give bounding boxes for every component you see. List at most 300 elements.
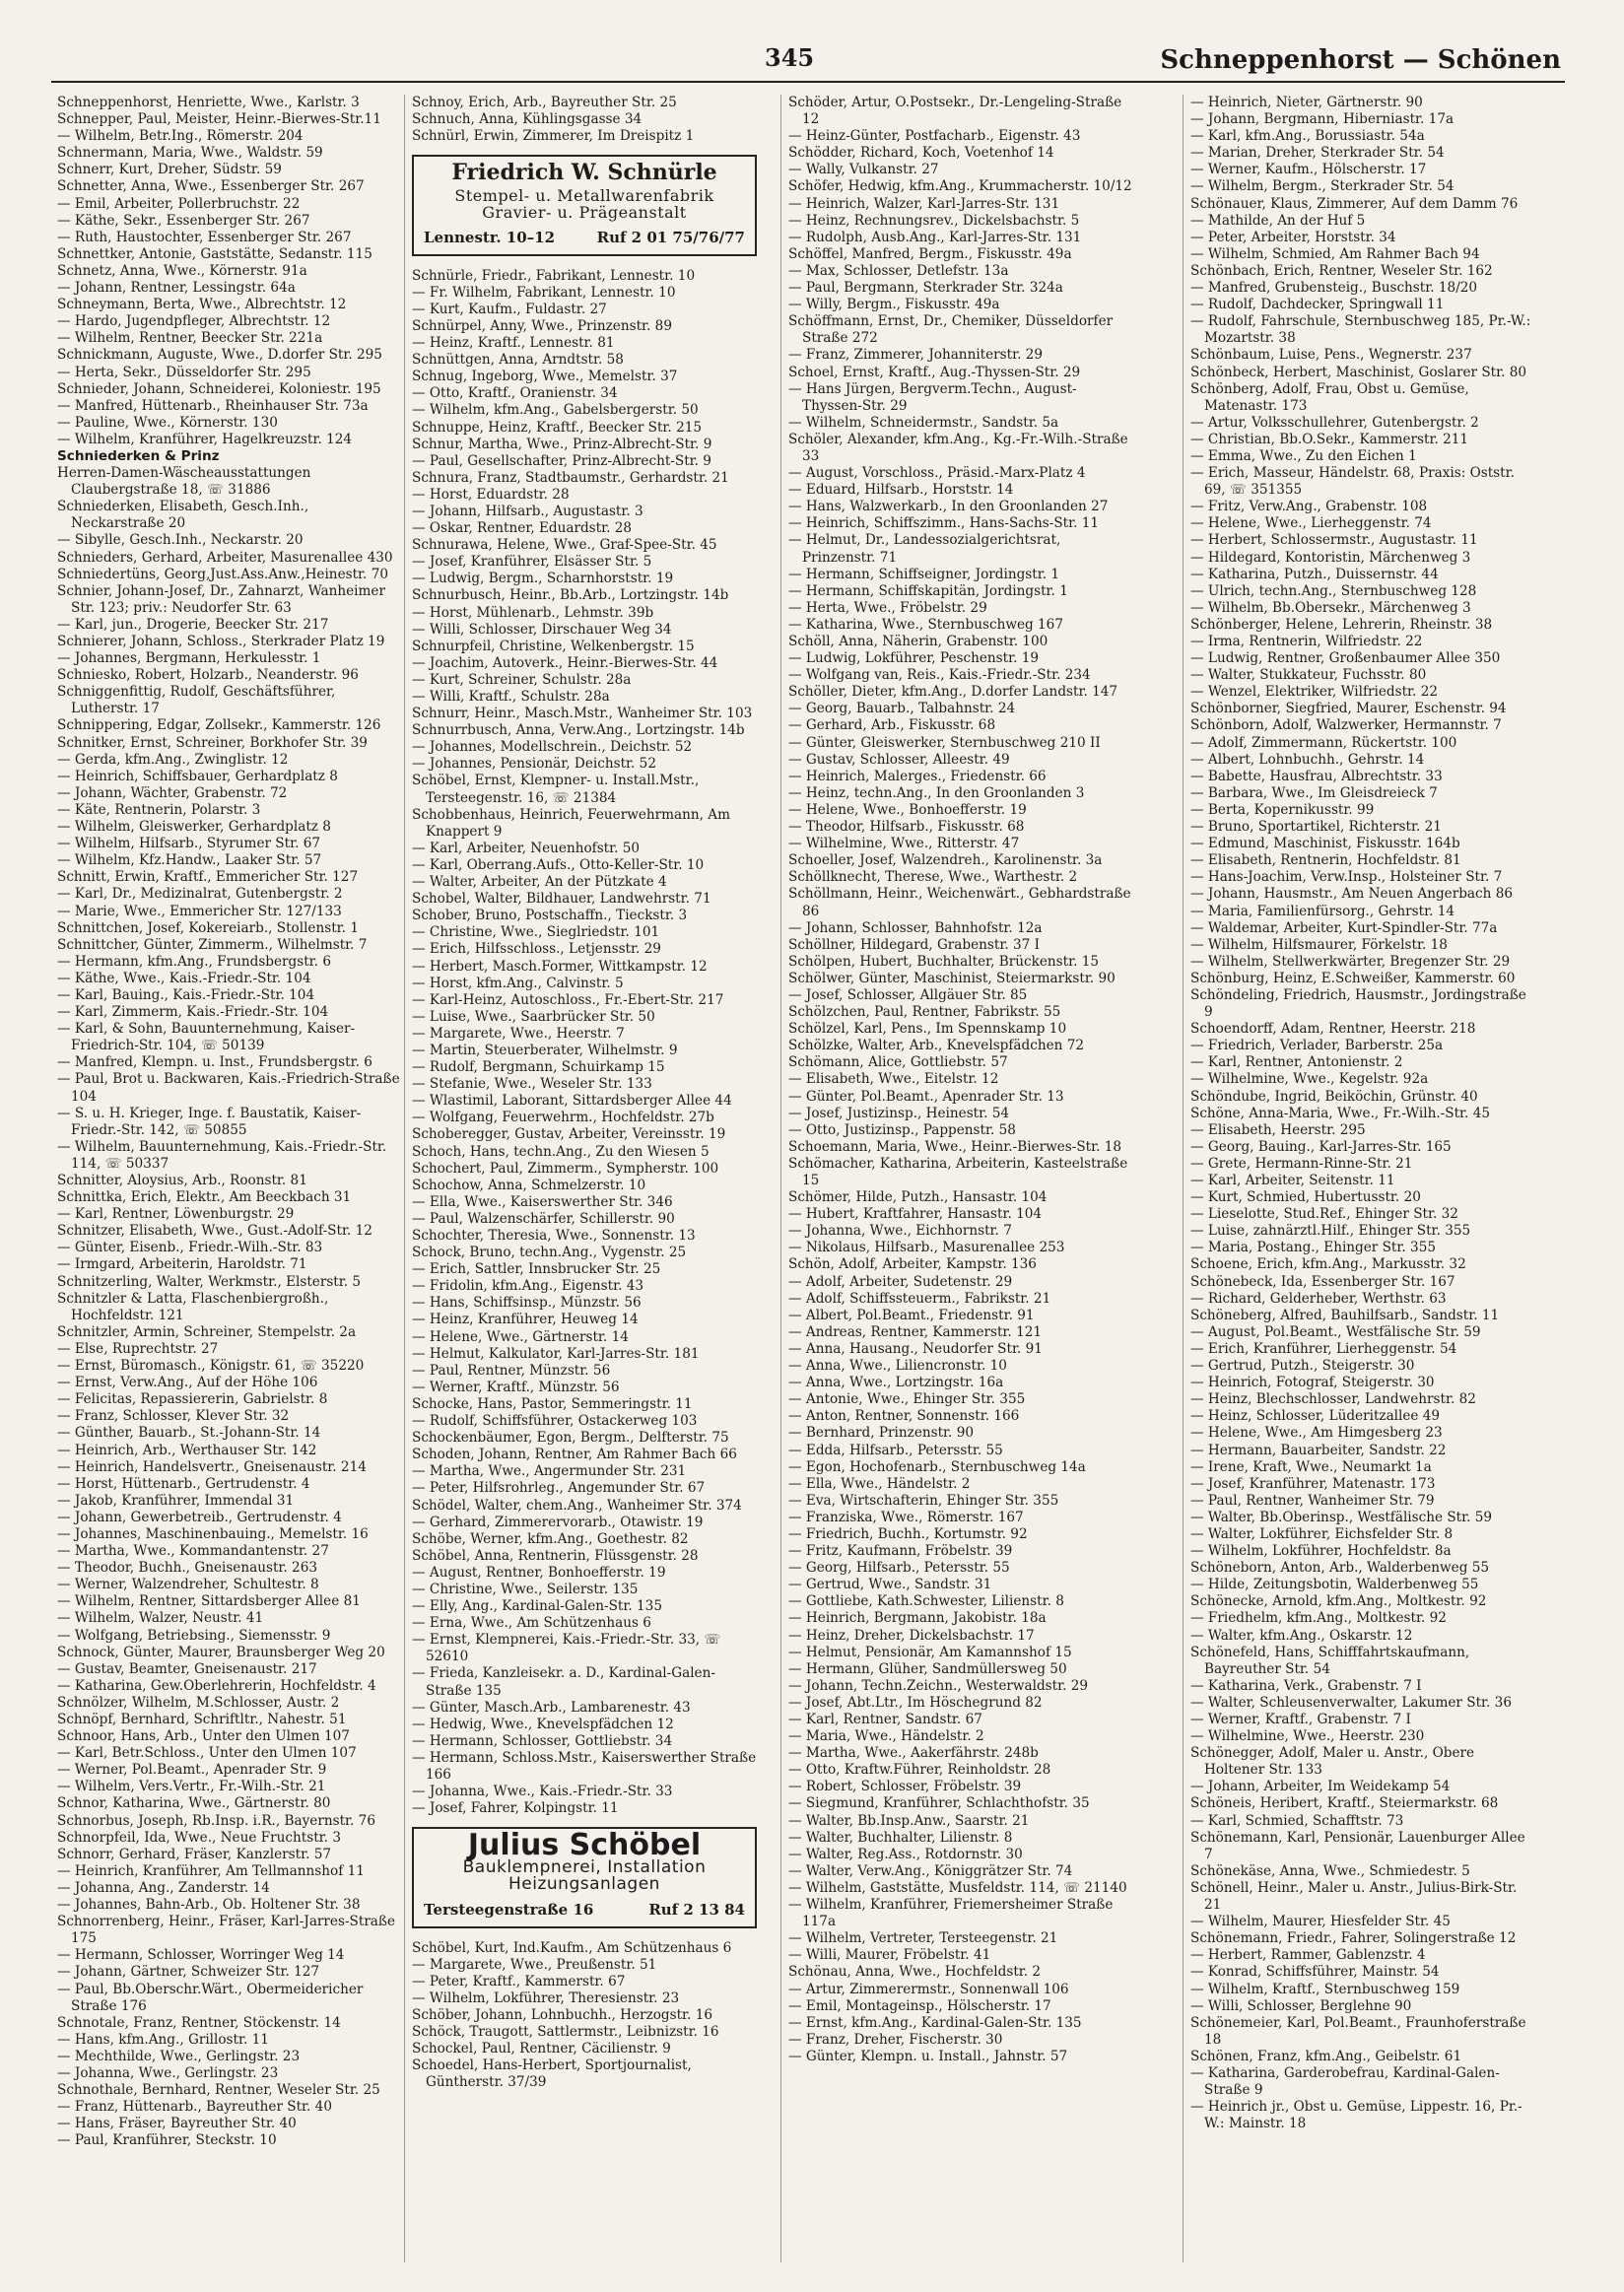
directory-entry: — Günter, Pol.Beamt., Apenrader Str. 13	[788, 1088, 1064, 1105]
directory-entry: Schneymann, Berta, Wwe., Albrechtstr. 12	[57, 297, 347, 313]
directory-entry: — Fr. Wilhelm, Fabrikant, Lennestr. 10	[412, 284, 676, 301]
directory-entry: — Paul, Rentner, Münzstr. 56	[412, 1362, 611, 1379]
directory-entry: Schniggenfittig, Rudolf, Geschäftsführer, Lutherstr. 17	[57, 684, 336, 717]
directory-entry: — Johanna, Wwe., Kais.-Friedr.-Str. 33	[412, 1784, 673, 1800]
directory-entry: — Waldemar, Arbeiter, Kurt-Spindler-Str. 77a	[1190, 919, 1498, 936]
directory-entry: Schöck, Traugott, Sattlermstr., Leibnizstr. 16	[412, 2024, 719, 2041]
directory-entry: — Hermann, Schlosser, Worringer Weg 14	[57, 1947, 345, 1964]
directory-entry: — Heinz, Blechschlosser, Landwehrstr. 82	[1190, 1391, 1476, 1408]
directory-entry: — Helmut, Kalkulator, Karl-Jarres-Str. 181	[412, 1345, 700, 1362]
column-divider	[780, 95, 781, 2262]
directory-entry: — Wilhelm, kfm.Ang., Gabelsbergerstr. 50	[412, 402, 699, 419]
directory-entry: — Günter, Gleiswerker, Sternbuschweg 210 II	[788, 734, 1101, 751]
directory-entry: — Richard, Gelderheber, Werthstr. 63	[1190, 1290, 1447, 1307]
directory-entry: — Hildegard, Kontoristin, Märchenweg 3	[1190, 549, 1471, 566]
directory-entry: — Pauline, Wwe., Körnerstr. 130	[57, 414, 278, 431]
directory-entry: — Maria, Familienfürsorg., Gehrstr. 14	[1190, 903, 1455, 919]
directory-entry: — Karl, Oberrang.Aufs., Otto-Keller-Str. 10	[412, 856, 705, 873]
directory-entry: — Karl, Arbeiter, Seitenstr. 11	[1190, 1173, 1395, 1188]
directory-entry: Schnurrbusch, Anna, Verw.Ang., Lortzingstr. 14b	[412, 722, 745, 739]
directory-entry: — Johanna, Ang., Zanderstr. 14	[57, 1879, 270, 1896]
directory-entry: Schönegger, Adolf, Maler u. Anstr., Obere Holtener Str. 133	[1190, 1745, 1475, 1779]
directory-entry: — Katharina, Garderobefrau, Kardinal-Galen-Straße 9	[1190, 2064, 1500, 2099]
directory-entry: Schönemann, Karl, Pensionär, Lauenburger Allee 7	[1190, 1829, 1525, 1862]
directory-entry: — Hermann, Schlosser, Gottliebstr. 34	[412, 1732, 673, 1749]
directory-entry: — Wolfgang van, Reis., Kais.-Friedr.-Str. 234	[788, 667, 1091, 684]
directory-entry: — Willi, Maurer, Fröbelstr. 41	[788, 1947, 991, 1964]
directory-entry: — Georg, Hilfsarb., Petersstr. 55	[788, 1560, 1010, 1577]
directory-entry: Schöbel, Anna, Rentnerin, Flüssgenstr. 28	[412, 1547, 699, 1564]
directory-entry: — Erna, Wwe., Am Schützenhaus 6	[412, 1615, 651, 1632]
directory-entry: Schochow, Anna, Schmelzerstr. 10	[412, 1177, 646, 1193]
directory-entry: — Heinrich, Arb., Werthauser Str. 142	[57, 1442, 317, 1458]
directory-entry: Schöndeling, Friedrich, Hausmstr., Jordingstraße 9	[1190, 986, 1526, 1021]
directory-entry: Schönberger, Helene, Lehrerin, Rheinstr. 38	[1190, 616, 1493, 633]
directory-entry: Schöne, Anna-Maria, Wwe., Fr.-Wilh.-Str. 45	[1190, 1105, 1490, 1121]
directory-entry: — Andreas, Rentner, Kammerstr. 121	[788, 1323, 1043, 1340]
directory-entry: — Walter, Bb.Oberinsp., Westfälische Str. 59	[1190, 1509, 1493, 1525]
directory-entry: — Peter, Arbeiter, Horststr. 34	[1190, 229, 1396, 245]
directory-entry: Schnickmann, Auguste, Wwe., D.dorfer Str. 295	[57, 347, 382, 364]
directory-entry: — Ernst, Verw.Ang., Auf der Höhe 106	[57, 1375, 318, 1391]
directory-entry: — Heinz-Günter, Postfacharb., Eigenstr. 43	[788, 128, 1081, 145]
directory-entry: — Mathilde, An der Huf 5	[1190, 212, 1366, 229]
directory-entry: — Heinz, Kraftf., Lennestr. 81	[412, 335, 615, 352]
directory-entry: Schönemeier, Karl, Pol.Beamt., Fraunhoferstraße 18	[1190, 2014, 1526, 2048]
directory-entry: — Manfred, Grubensteig., Buschstr. 18/20	[1190, 280, 1478, 297]
directory-entry: — Ludwig, Rentner, Großenbaumer Allee 350	[1190, 650, 1501, 667]
directory-entry: — Friedhelm, kfm.Ang., Moltkestr. 92	[1190, 1610, 1447, 1627]
directory-entry: Schölwer, Günter, Maschinist, Steiermarkstr. 90	[788, 970, 1116, 986]
directory-entry: — Heinrich, Handelsvertr., Gneisenaustr. 214	[57, 1458, 367, 1475]
directory-entry: Schnorrenberg, Heinr., Fräser, Karl-Jarres-Straße 175	[57, 1914, 396, 1947]
directory-entry: — Stefanie, Wwe., Weseler Str. 133	[412, 1076, 652, 1093]
directory-entry: Schoberegger, Gustav, Arbeiter, Vereinsstr. 19	[412, 1126, 726, 1143]
column-divider	[1183, 95, 1184, 2262]
directory-entry: — August, Pol.Beamt., Westfälische Str. 59	[1190, 1323, 1481, 1340]
directory-entry: Schockenbäumer, Egon, Bergm., Delfterstr. 75	[412, 1430, 729, 1447]
directory-entry: Schnermann, Maria, Wwe., Waldstr. 59	[57, 145, 323, 162]
directory-entry: Schönbeck, Herbert, Maschinist, Goslarer Str. 80	[1190, 364, 1527, 380]
directory-entry: — Grete, Hermann-Rinne-Str. 21	[1190, 1155, 1413, 1172]
directory-entry: — Heinrich, Fotograf, Steigerstr. 30	[1190, 1375, 1435, 1391]
directory-entry: — Luise, zahnärztl.Hilf., Ehinger Str. 355	[1190, 1223, 1471, 1240]
directory-entry: — Wilhelm, Kfz.Handw., Laaker Str. 57	[57, 852, 322, 869]
directory-entry: — Johann, Arbeiter, Im Weidekamp 54	[1190, 1779, 1451, 1795]
directory-entry: — Josef, Kranführer, Matenastr. 173	[1190, 1475, 1436, 1492]
directory-entry: Herren-Damen-Wäscheausstattungen Claubergstraße 18, ☏ 31886	[57, 465, 311, 499]
directory-entry: Schoene, Erich, kfm.Ang., Markusstr. 32	[1190, 1256, 1466, 1273]
directory-entry: — Heinrich, Kranführer, Am Tellmannshof 11	[57, 1862, 365, 1879]
directory-entry: — Emma, Wwe., Zu den Eichen 1	[1190, 447, 1417, 464]
directory-entry: — Wilhelm, Rentner, Beecker Str. 221a	[57, 330, 323, 347]
directory-entry: — Gottliebe, Kath.Schwester, Lilienstr. 8	[788, 1593, 1064, 1610]
directory-entry: — Werner, Kraftf., Grabenstr. 7 I	[1190, 1712, 1411, 1727]
directory-entry: Schönefeld, Hans, Schifffahrtskaufmann, Bayreuther Str. 54	[1190, 1644, 1470, 1677]
directory-entry: — Wilhelm, Bergm., Sterkrader Str. 54	[1190, 178, 1455, 195]
directory-entry: Schnitzler, Armin, Schreiner, Stempelstr. 2a	[57, 1323, 357, 1340]
directory-entry: Schnura, Franz, Stadtbaumstr., Gerhardstr. 21	[412, 469, 729, 486]
directory-entry: — Sibylle, Gesch.Inh., Neckarstr. 20	[57, 532, 304, 549]
directory-entry: Schober, Bruno, Postschaffn., Tieckstr. 3	[412, 908, 688, 924]
directory-entry: — Ernst, kfm.Ang., Kardinal-Galen-Str. 135	[788, 2014, 1082, 2031]
directory-entry: — Walter, Buchhalter, Lilienstr. 8	[788, 1829, 1013, 1846]
directory-entry: Schnothale, Bernhard, Rentner, Weseler Str. 25	[57, 2082, 380, 2099]
directory-entry: Schöbe, Werner, kfm.Ang., Goethestr. 82	[412, 1530, 689, 1547]
directory-entry: — Christine, Wwe., Seilerstr. 135	[412, 1581, 639, 1597]
directory-entry: — Lieselotte, Stud.Ref., Ehinger Str. 32	[1190, 1206, 1458, 1223]
directory-entry: Schoeller, Josef, Walzendreh., Karolinenstr. 3a	[788, 852, 1103, 869]
directory-entry: — Wilhelm, Stellwerkwärter, Bregenzer Str. 29	[1190, 953, 1511, 970]
directory-entry: — Wilhelm, Lokführer, Hochfeldstr. 8a	[1190, 1543, 1452, 1560]
directory-entry: — Paul, Bergmann, Sterkrader Str. 324a	[788, 280, 1063, 297]
directory-entry: — Franz, Hüttenarb., Bayreuther Str. 40	[57, 2099, 332, 2116]
directory-entry: — Günter, Eisenb., Friedr.-Wilh.-Str. 83	[57, 1240, 323, 1256]
directory-entry: Schniederken, Elisabeth, Gesch.Inh., Neckarstraße 20	[57, 499, 309, 532]
directory-entry: Schölzchen, Paul, Rentner, Fabrikstr. 55	[788, 1004, 1061, 1021]
directory-entry: Schneppenhorst, Henriette, Wwe., Karlstr. 3	[57, 95, 360, 110]
directory-entry: — Edmund, Maschinist, Fiskusstr. 164b	[1190, 836, 1460, 852]
directory-entry: — Hans Jürgen, Bergverm.Techn., August-Thyssen-Str. 29	[788, 380, 1077, 414]
directory-entry: Schnitzerling, Walter, Werkmstr., Elsterstr. 5	[57, 1273, 362, 1290]
directory-entry: — Wilhelm, Kraftf., Sternbuschweg 159	[1190, 1981, 1460, 1997]
directory-entry: Schnuppe, Heinz, Kraftf., Beecker Str. 215	[412, 419, 703, 436]
directory-entry: — Hilde, Zeitungsbotin, Walderbenweg 55	[1190, 1577, 1479, 1593]
directory-entry: — Heinz, Schlosser, Lüderitzallee 49	[1190, 1408, 1441, 1425]
directory-entry: — Herbert, Schlossermstr., Augustastr. 11	[1190, 532, 1478, 549]
directory-entry: — Elisabeth, Wwe., Eitelstr. 12	[788, 1071, 999, 1088]
directory-entry: Schochter, Theresia, Wwe., Sonnenstr. 13	[412, 1228, 696, 1244]
directory-entry: Schniedertüns, Georg,Just.Ass.Anw.,Heinestr. 70	[57, 566, 388, 582]
directory-entry: — Bruno, Sportartikel, Richterstr. 21	[1190, 819, 1442, 836]
directory-entry: — Wolfgang, Feuerwehrm., Hochfeldstr. 27b	[412, 1110, 714, 1126]
directory-entry: — Willi, Schlosser, Dirschauer Weg 34	[412, 621, 672, 638]
directory-entry: Schönemann, Friedr., Fahrer, Solingerstraße 12	[1190, 1930, 1517, 1947]
directory-entry: — Willi, Kraftf., Schulstr. 28a	[412, 689, 610, 705]
directory-entry: — August, Rentner, Bonhoefferstr. 19	[412, 1564, 666, 1581]
directory-entry: — Gertrud, Putzh., Steigerstr. 30	[1190, 1358, 1415, 1375]
directory-entry: Schön, Adolf, Arbeiter, Kampstr. 136	[788, 1256, 1037, 1273]
directory-entry: — Willy, Bergm., Fiskusstr. 49a	[788, 297, 1000, 313]
directory-entry: — Georg, Bauing., Karl-Jarres-Str. 165	[1190, 1138, 1452, 1155]
directory-entry: — Günter, Klempn. u. Install., Jahnstr. 57	[788, 2048, 1068, 2064]
directory-entry: — Margarete, Wwe., Heerstr. 7	[412, 1025, 625, 1042]
directory-entry: — Karl, & Sohn, Bauunternehmung, Kaiser-Friedrich-Str. 104, ☏ 50139	[57, 1021, 356, 1054]
directory-entry: — Wilhelmine, Wwe., Kegelstr. 92a	[1190, 1071, 1429, 1088]
directory-entry: — Günther, Bauarb., St.-Johann-Str. 14	[57, 1425, 321, 1442]
directory-entry: Schnoy, Erich, Arb., Bayreuther Str. 25	[412, 95, 677, 110]
directory-entry: — Karl, Rentner, Löwenburgstr. 29	[57, 1206, 295, 1223]
directory-entry: Schocke, Hans, Pastor, Semmeringstr. 11	[412, 1395, 693, 1412]
directory-entry: — Johann, Gewerbetreib., Gertrudenstr. 4	[57, 1509, 342, 1525]
ad-line: Heizungsanlagen	[508, 1874, 660, 1895]
directory-entry: — Hans, kfm.Ang., Grillostr. 11	[57, 2031, 269, 2048]
directory-entry: — Johann, Bergmann, Hiberniastr. 17a	[1190, 111, 1455, 128]
directory-entry: — Wenzel, Elektriker, Wilfriedstr. 22	[1190, 684, 1438, 701]
directory-entry: — Wilhelmine, Wwe., Heerstr. 230	[1190, 1728, 1425, 1745]
directory-entry: — Theodor, Buchh., Gneisenaustr. 263	[57, 1560, 318, 1577]
directory-entry: Schöder, Artur, O.Postsekr., Dr.-Lengeling-Straße 12	[788, 95, 1122, 128]
directory-entry: Schnölzer, Wilhelm, M.Schlosser, Austr. 2	[57, 1694, 340, 1711]
directory-entry: — Wilhelm, Betr.Ing., Römerstr. 204	[57, 128, 304, 145]
ad-address: Lennestr. 10–12	[424, 228, 556, 246]
directory-entry: — Heinrich, Schiffszimm., Hans-Sachs-Str. 11	[788, 515, 1100, 532]
directory-entry: Schönen, Franz, kfm.Ang., Geibelstr. 61	[1190, 2048, 1462, 2064]
directory-entry: — Wlastimil, Laborant, Sittardsberger Allee 44	[412, 1093, 732, 1110]
directory-entry: — Ella, Wwe., Händelstr. 2	[788, 1475, 971, 1492]
directory-entry: — Karl, Zimmerm, Kais.-Friedr.-Str. 104	[57, 1004, 329, 1021]
directory-entry: — Franziska, Wwe., Römerstr. 167	[788, 1509, 1024, 1525]
directory-entry: — Wilhelm, Schneidermstr., Sandstr. 5a	[788, 414, 1059, 431]
directory-entry: — Wolfgang, Betriebsing., Siemensstr. 9	[57, 1627, 331, 1644]
directory-entry: — Siegmund, Kranführer, Schlachthofstr. 35	[788, 1795, 1090, 1812]
directory-entry: Schönbaum, Luise, Pens., Wegnerstr. 237	[1190, 347, 1472, 364]
directory-entry: — Erich, Hilfsschloss., Letjensstr. 29	[412, 941, 661, 958]
directory-entry: Schöbel, Ernst, Klempner- u. Install.Mstr., Tersteegenstr. 16, ☏ 21384	[412, 773, 700, 806]
directory-entry: — Peter, Hilfsrohrleg., Angemunder Str. 67	[412, 1480, 706, 1497]
column-1	[57, 95, 402, 2272]
directory-entry: — Herta, Sekr., Düsseldorfer Str. 295	[57, 364, 311, 380]
directory-entry: — Irmgard, Arbeiterin, Haroldstr. 71	[57, 1256, 307, 1273]
directory-entry: — Karl, Dr., Medizinalrat, Gutenbergstr. 2	[57, 886, 343, 903]
directory-entry: — Paul, Bb.Oberschr.Wärt., Obermeidericher Straße 176	[57, 1981, 364, 2014]
directory-entry: Schömacher, Katharina, Arbeiterin, Kasteelstraße 15	[788, 1155, 1128, 1188]
directory-entry: — Hermann, Glüher, Sandmüllersweg 50	[788, 1660, 1067, 1677]
ad-phone: Ruf 2 01 75/76/77	[596, 228, 745, 246]
directory-entry: — Hermann, Bauarbeiter, Sandstr. 22	[1190, 1442, 1447, 1458]
directory-entry: Schöfer, Hedwig, kfm.Ang., Krummacherstr. 10/12	[788, 178, 1132, 195]
directory-entry: — Horst, Eduardstr. 28	[412, 486, 570, 503]
directory-entry: — Emil, Montageinsp., Hölscherstr. 17	[788, 1997, 1051, 2014]
directory-entry: — Katharina, Verk., Grabenstr. 7 I	[1190, 1677, 1422, 1694]
directory-entry: — Helmut, Pensionär, Am Kamannshof 15	[788, 1644, 1072, 1660]
directory-entry: — Christian, Bb.O.Sekr., Kammerstr. 211	[1190, 431, 1469, 447]
directory-entry: — Helene, Wwe., Lierheggenstr. 74	[1190, 515, 1432, 532]
directory-entry: Schönekäse, Anna, Wwe., Schmiedestr. 5	[1190, 1862, 1470, 1879]
directory-entry: — Georg, Bauarb., Talbahnstr. 24	[788, 701, 1016, 717]
directory-entry: Schnitker, Ernst, Schreiner, Borkhofer Str. 39	[57, 734, 368, 751]
directory-entry: Schoch, Hans, techn.Ang., Zu den Wiesen 5	[412, 1143, 710, 1160]
directory-entry: — Kurt, Schreiner, Schulstr. 28a	[412, 671, 632, 688]
directory-entry: Schöller, Dieter, kfm.Ang., D.dorfer Landstr. 147	[788, 684, 1118, 701]
directory-entry: Schömann, Alice, Gottliebstr. 57	[788, 1054, 1008, 1071]
directory-entry: Schnitzler & Latta, Flaschenbiergroßh., Hochfeldstr. 121	[57, 1290, 329, 1323]
directory-entry: — Martha, Wwe., Angermunder Str. 231	[412, 1463, 687, 1480]
directory-entry: — Hermann, kfm.Ang., Frundsbergstr. 6	[57, 953, 331, 970]
directory-entry: — Mechthilde, Wwe., Gerlingstr. 23	[57, 2048, 301, 2064]
ad-company-name: Julius Schöbel	[467, 1828, 702, 1863]
directory-entry: Schnürle, Friedr., Fabrikant, Lennestr. 10	[412, 267, 696, 284]
directory-entry: — Marian, Dreher, Sterkrader Str. 54	[1190, 145, 1445, 162]
directory-entry: — Josef, Fahrer, Kolpingstr. 11	[412, 1800, 619, 1817]
directory-entry: — Paul, Walzenschärfer, Schillerstr. 90	[412, 1210, 675, 1227]
directory-entry: — Eduard, Hilfsarb., Horststr. 14	[788, 482, 1014, 499]
directory-entry: — Babette, Hausfrau, Albrechtstr. 33	[1190, 768, 1443, 784]
directory-entry: — Luise, Wwe., Saarbrücker Str. 50	[412, 1008, 655, 1025]
directory-entry: — Egon, Hochofenarb., Sternbuschweg 14a	[788, 1458, 1086, 1475]
directory-entry: Schnüttgen, Anna, Arndtstr. 58	[412, 352, 624, 369]
directory-entry: — Gustav, Schlosser, Alleestr. 49	[788, 751, 1010, 768]
directory-entry: Schnieders, Gerhard, Arbeiter, Masurenallee 430	[57, 549, 393, 566]
page-header	[0, 0, 1624, 83]
directory-entry: — Walter, Reg.Ass., Rotdornstr. 30	[788, 1846, 1023, 1862]
directory-entry: — Konrad, Schiffsführer, Mainstr. 54	[1190, 1964, 1440, 1981]
directory-entry: Schöll, Anna, Näherin, Grabenstr. 100	[788, 634, 1049, 649]
directory-entry: Schnurr, Heinr., Masch.Mstr., Wanheimer Str. 103	[412, 706, 753, 722]
directory-entry: Schoedel, Hans-Herbert, Sportjournalist, Güntherstr. 37/39	[412, 2057, 692, 2091]
directory-entry: — Karl, Bauing., Kais.-Friedr.-Str. 104	[57, 986, 315, 1003]
directory-entry: — Karl, jun., Drogerie, Beecker Str. 217	[57, 616, 329, 633]
directory-entry: — Gerda, kfm.Ang., Zwinglistr. 12	[57, 751, 289, 768]
directory-entry: Schnepper, Paul, Meister, Heinr.-Bierwes-Str.11	[57, 111, 381, 128]
directory-entry: — Johannes, Bergmann, Herkulesstr. 1	[57, 650, 321, 667]
directory-entry: Schnittcher, Günter, Zimmerm., Wilhelmstr. 7	[57, 936, 368, 953]
directory-entry: — Walter, kfm.Ang., Oskarstr. 12	[1190, 1627, 1413, 1644]
directory-entry: Schnippering, Edgar, Zollsekr., Kammerstr. 126	[57, 717, 381, 734]
directory-entry: — Johann, Techn.Zeichn., Westerwaldstr. 29	[788, 1677, 1089, 1694]
directory-entry: — Joachim, Autoverk., Heinr.-Bierwes-Str. 44	[412, 654, 718, 671]
directory-entry: Schöneis, Heribert, Kraftf., Steiermarkstr. 68	[1190, 1795, 1499, 1812]
directory-entry: — Albert, Lohnbuchh., Gehrstr. 14	[1190, 751, 1425, 768]
directory-entry: Schönebeck, Ida, Essenberger Str. 167	[1190, 1273, 1455, 1290]
directory-entry: — Franz, Zimmerer, Johanniterstr. 29	[788, 347, 1044, 364]
column-3	[788, 95, 1133, 2272]
directory-entry: Schönell, Heinr., Maler u. Anstr., Julius-Birk-Str. 21	[1190, 1879, 1518, 1914]
directory-entry: — Karl, kfm.Ang., Borussiastr. 54a	[1190, 128, 1425, 145]
directory-entry: — Herbert, Rammer, Gablenzstr. 4	[1190, 1947, 1426, 1964]
directory-entry: — Emil, Arbeiter, Pollerbruchstr. 22	[57, 195, 301, 212]
directory-entry: — Peter, Kraftf., Kammerstr. 67	[412, 1973, 626, 1989]
directory-entry: — Wilhelm, Schmied, Am Rahmer Bach 94	[1190, 245, 1480, 262]
directory-entry: — Horst, Mühlenarb., Lehmstr. 39b	[412, 604, 654, 621]
directory-entry: — Werner, Kraftf., Münzstr. 56	[412, 1379, 620, 1395]
directory-entry: — Johannes, Modellschrein., Deichstr. 52	[412, 739, 693, 756]
directory-entry: — Adolf, Arbeiter, Sudetenstr. 29	[788, 1273, 1013, 1290]
directory-entry: — Irene, Kraft, Wwe., Neumarkt 1a	[1190, 1458, 1432, 1475]
directory-entry: Schnier, Johann-Josef, Dr., Zahnarzt, Wanheimer Str. 123; priv.: Neudorfer Str. 63	[57, 582, 385, 616]
directory-entry: — Ella, Wwe., Kaiserswerther Str. 346	[412, 1193, 673, 1210]
directory-entry: Schönauer, Klaus, Zimmerer, Auf dem Damm 76	[1190, 195, 1519, 212]
directory-entry: — Bernhard, Prinzenstr. 90	[788, 1425, 974, 1442]
directory-entry: Schönburg, Heinz, E.Schweißer, Kammerstr. 60	[1190, 970, 1516, 986]
directory-entry: Schöffel, Manfred, Bergm., Fiskusstr. 49a	[788, 245, 1072, 262]
directory-entry: — Johannes, Bahn-Arb., Ob. Holtener Str. 38	[57, 1897, 361, 1914]
ad-phone: Ruf 2 13 84	[648, 1900, 745, 1919]
directory-entry: Schnitt, Erwin, Kraftf., Emmericher Str. 127	[57, 869, 359, 886]
directory-entry: — Wally, Vulkanstr. 27	[788, 162, 939, 178]
directory-entry: Schnettker, Antonie, Gaststätte, Sedanstr. 115	[57, 245, 372, 262]
directory-entry: Schöndube, Ingrid, Beiköchin, Grünstr. 40	[1190, 1088, 1478, 1105]
directory-entry: — S. u. H. Krieger, Inge. f. Baustatik, Kaiser-Friedr.-Str. 142, ☏ 50855	[57, 1105, 362, 1138]
directory-entry: — Ludwig, Bergm., Scharnhorststr. 19	[412, 571, 674, 587]
directory-entry: Schniederken & Prinz	[57, 447, 220, 464]
directory-entry: Schock, Bruno, techn.Ang., Vygenstr. 25	[412, 1245, 687, 1261]
directory-entry: — Ulrich, techn.Ang., Sternbuschweg 128	[1190, 582, 1477, 599]
directory-entry: — Hermann, Schiffseigner, Jordingstr. 1	[788, 566, 1060, 582]
directory-entry: — Else, Ruprechtstr. 27	[57, 1340, 219, 1357]
directory-entry: — Johannes, Maschinenbauing., Memelstr. 16	[57, 1525, 369, 1542]
directory-entry: — Johann, Hilfsarb., Augustastr. 3	[412, 503, 643, 519]
directory-entry: — Wilhelmine, Wwe., Ritterstr. 47	[788, 836, 1020, 852]
directory-entry: — Elisabeth, Rentnerin, Hochfeldstr. 81	[1190, 852, 1461, 869]
directory-entry: — Anna, Wwe., Lortzingstr. 16a	[788, 1375, 1004, 1391]
directory-entry: — Fritz, Verw.Ang., Grabenstr. 108	[1190, 499, 1428, 515]
directory-entry: — Elly, Ang., Kardinal-Galen-Str. 135	[412, 1598, 662, 1615]
directory-entry: — Käte, Rentnerin, Polarstr. 3	[57, 801, 261, 818]
directory-entry: — Edda, Hilfsarb., Petersstr. 55	[788, 1442, 1003, 1458]
directory-entry: — Käthe, Sekr., Essenberger Str. 267	[57, 212, 310, 229]
directory-entry: — Horst, Hüttenarb., Gertrudenstr. 4	[57, 1475, 310, 1492]
directory-entry: — Rudolf, Dachdecker, Springwall 11	[1190, 297, 1445, 313]
directory-entry: Schnerr, Kurt, Dreher, Südstr. 59	[57, 162, 282, 178]
directory-entry: — Maria, Wwe., Händelstr. 2	[788, 1728, 984, 1745]
directory-entry: Schnieder, Johann, Schneiderei, Koloniestr. 195	[57, 380, 381, 397]
directory-entry: — Heinz, Rechnungsrev., Dickelsbachstr. 5	[788, 212, 1080, 229]
directory-entry: — Eva, Wirtschafterin, Ehinger Str. 355	[788, 1492, 1059, 1509]
directory-entry: Schnur, Martha, Wwe., Prinz-Albrecht-Str. 9	[412, 436, 712, 452]
directory-entry: — Ruth, Haustochter, Essenberger Str. 267	[57, 229, 352, 245]
directory-entry: — Horst, kfm.Ang., Calvinstr. 5	[412, 975, 624, 991]
directory-entry: — Walter, Verw.Ang., Königgrätzer Str. 74	[788, 1862, 1073, 1879]
directory-entry: — Albert, Pol.Beamt., Friedenstr. 91	[788, 1307, 1035, 1323]
directory-entry: Schoendorff, Adam, Rentner, Heerstr. 218	[1190, 1021, 1476, 1038]
directory-entry: — Josef, Abt.Ltr., Im Höschegrund 82	[788, 1694, 1043, 1711]
directory-entry: — Johanna, Wwe., Gerlingstr. 23	[57, 2064, 279, 2081]
directory-entry: Schnorpfeil, Ida, Wwe., Neue Fruchtstr. 3	[57, 1829, 341, 1846]
directory-entry: Schöber, Johann, Lohnbuchh., Herzogstr. 16	[412, 2007, 712, 2024]
directory-entry: — Gertrud, Wwe., Sandstr. 31	[788, 1577, 992, 1593]
directory-entry: — Josef, Kranführer, Elsässer Str. 5	[412, 554, 652, 571]
header-rule	[51, 81, 1565, 83]
directory-entry: — Wilhelm, Bb.Obersekr., Märchenweg 3	[1190, 599, 1471, 616]
directory-entry: Schöllknecht, Therese, Wwe., Warthestr. 2	[788, 869, 1078, 886]
directory-entry: — Wilhelm, Rentner, Sittardsberger Allee 81	[57, 1593, 361, 1610]
ad-line: Bauklempnerei, Installation	[462, 1857, 707, 1878]
directory-entry: — Wilhelm, Maurer, Hiesfelder Str. 45	[1190, 1914, 1451, 1930]
directory-entry: — Manfred, Hüttenarb., Rheinhauser Str. 73a	[57, 397, 369, 414]
directory-entry: Schnug, Ingeborg, Wwe., Memelstr. 37	[412, 369, 678, 385]
directory-entry: Schnierer, Johann, Schloss., Sterkrader Platz 19	[57, 634, 385, 649]
directory-entry: — Katharina, Putzh., Duissernstr. 44	[1190, 566, 1439, 582]
directory-entry: — Johann, Schlosser, Bahnhofstr. 12a	[788, 919, 1043, 936]
directory-entry: Schobbenhaus, Heinrich, Feuerwehrmann, Am Knappert 9	[412, 806, 730, 840]
directory-entry: Schölzke, Walter, Arb., Knevelspfädchen 72	[788, 1038, 1085, 1054]
directory-entry: Schöler, Alexander, kfm.Ang., Kg.-Fr.-Wilh.-Straße 33	[788, 431, 1128, 464]
directory-entry: Schnittchen, Josef, Kokereiarb., Stollenstr. 1	[57, 919, 359, 936]
directory-entry: — Adolf, Zimmermann, Rückertstr. 100	[1190, 734, 1457, 751]
directory-entry: — Paul, Kranführer, Steckstr. 10	[57, 2132, 277, 2149]
directory-entry: — Franz, Dreher, Fischerstr. 30	[788, 2031, 1003, 2048]
ad-address: Tersteegenstraße 16	[424, 1900, 594, 1919]
directory-entry: — Helene, Wwe., Am Himgesberg 23	[1190, 1425, 1443, 1442]
directory-entry: — Friedrich, Verlader, Barberstr. 25a	[1190, 1038, 1444, 1054]
directory-entry: Schönau, Anna, Wwe., Hochfeldstr. 2	[788, 1964, 1042, 1981]
directory-entry: Schnuch, Anna, Kühlingsgasse 34	[412, 111, 643, 128]
directory-entry: — Heinrich jr., Obst u. Gemüse, Lippestr. 16, Pr.-W.: Mainstr. 18	[1190, 2099, 1522, 2132]
directory-entry: — Karl-Heinz, Autoschloss., Fr.-Ebert-Str. 217	[412, 991, 724, 1008]
directory-entry: — Friedrich, Buchh., Kortumstr. 92	[788, 1525, 1028, 1542]
directory-entry: — Willi, Schlosser, Berglehne 90	[1190, 1997, 1412, 2014]
directory-entry: — Antonie, Wwe., Ehinger Str. 355	[788, 1391, 1026, 1408]
directory-entry: — Hans, Schiffsinsp., Münzstr. 56	[412, 1295, 642, 1312]
directory-entry: — Johann, Hausmstr., Am Neuen Angerbach 86	[1190, 886, 1513, 903]
directory-entry: — Wilhelm, Walzer, Neustr. 41	[57, 1610, 264, 1627]
directory-entry: — Oskar, Rentner, Eduardstr. 28	[412, 520, 633, 537]
column-2	[412, 95, 757, 2272]
directory-entry: — Felicitas, Repassiererin, Gabrielstr. 8	[57, 1391, 328, 1408]
directory-entry: Schoel, Ernst, Kraftf., Aug.-Thyssen-Str. 29	[788, 364, 1081, 380]
directory-entry: — Heinrich, Malerges., Friedenstr. 66	[788, 768, 1047, 784]
